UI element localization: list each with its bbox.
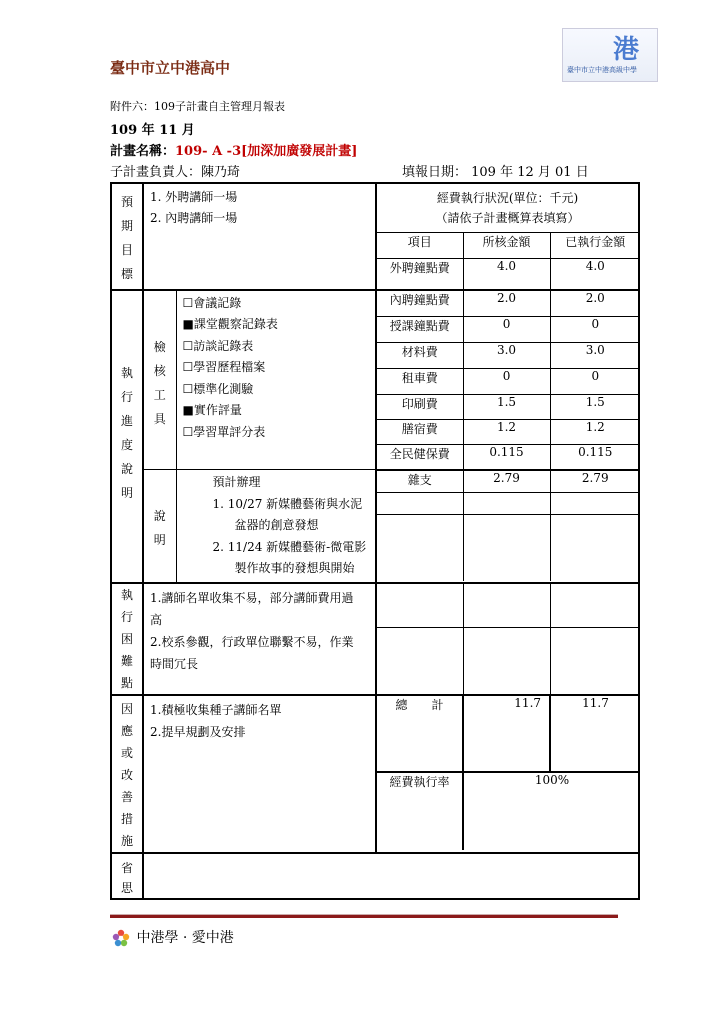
budget-approved: 1.5 [463, 395, 550, 420]
plan-label: 計畫名稱： [110, 144, 176, 159]
footer-slogan: 中港學 · 愛中港 [136, 930, 234, 946]
goal-item: 1. 外聘講師一場 [150, 190, 238, 204]
total-executed: 11.7 [550, 696, 640, 772]
tools-label: 檢 核 工 具 [143, 290, 176, 470]
budget-approved: 1.2 [463, 420, 550, 445]
measure-item: 2.提早規劃及安排 [150, 724, 246, 739]
desc-item: 1. 10/27 新媒體藝術與水泥 [212, 496, 363, 511]
budget-executed: 0 [550, 369, 640, 395]
budget-executed: 0.115 [550, 445, 640, 469]
goals-label: 預 期 目 標 [111, 183, 143, 290]
budget-item: 租車費 [377, 369, 463, 395]
budget-total-table [377, 696, 640, 850]
difficulty-item: 2.校系參觀，行政單位聯繫不易，作業時間冗長 [150, 634, 354, 671]
budget-executed: 4.0 [550, 259, 640, 289]
total-label: 總 計 [377, 696, 463, 772]
report-year-month: 109 年 11 月 [110, 123, 195, 138]
budget-item: 材料費 [377, 343, 463, 369]
budget-executed: 0 [550, 317, 640, 343]
budget-approved: 4.0 [463, 259, 550, 289]
tool-item: ☐訪談記錄表 [182, 338, 254, 353]
budget-item: 外聘鐘點費 [377, 259, 463, 289]
budget-item: 膳宿費 [377, 420, 463, 445]
budget-executed: 3.0 [550, 343, 640, 369]
tools-list [176, 290, 376, 470]
col-header-executed: 已執行金額 [550, 233, 640, 259]
logo-mark-icon: 港 [613, 35, 640, 65]
difficulties-label: 執 行 困 難 點 [111, 583, 143, 695]
budget-blank-table [377, 584, 640, 694]
budget-approved: 0.115 [463, 445, 550, 469]
budget-head-table [377, 232, 640, 289]
rate-value: 100% [463, 772, 640, 850]
budget-executed: 1.2 [550, 420, 640, 445]
plan-name: 109- A -3[加深加廣發展計畫] [175, 144, 358, 159]
logo-text: 臺中市立中港高級中學 [567, 66, 637, 74]
budget-approved: 0 [463, 369, 550, 395]
budget-approved: 2.79 [463, 471, 550, 493]
col-header-approved: 所核金額 [463, 233, 550, 259]
budget-approved: 2.0 [463, 291, 550, 317]
col-header-item: 項目 [377, 233, 463, 259]
plan-name-line [110, 140, 357, 159]
tool-item: ■實作評量 [182, 403, 242, 418]
progress-label: 執 行 進 度 說 明 [111, 290, 143, 583]
footer-divider [110, 914, 618, 918]
difficulty-item: 1.講師名單收集不易，部分講師費用過高 [150, 590, 354, 627]
budget-rows-table [377, 291, 640, 469]
budget-item: 內聘鐘點費 [377, 291, 463, 317]
measures-list [143, 695, 376, 853]
measures-label: 因 應 或 改 善 措 施 [111, 695, 143, 853]
tool-item: ☐標準化測驗 [182, 381, 254, 396]
budget-executed: 2.79 [550, 471, 640, 493]
attachment-title: 附件六：109子計畫自主管理月報表 [110, 100, 285, 113]
report-table [110, 182, 640, 900]
footer [110, 927, 234, 949]
desc-item: 2. 11/24 新媒體藝術-微電影 [212, 539, 367, 554]
tool-item: ☐學習歷程檔案 [182, 360, 266, 375]
desc-content [176, 470, 376, 583]
total-approved: 11.7 [463, 696, 550, 772]
reflection-content [143, 853, 639, 899]
goals-list [143, 183, 376, 290]
school-logo [562, 28, 658, 82]
desc-item-cont: 盆器的創意發想 [234, 518, 319, 532]
goal-item: 2. 內聘講師一場 [150, 211, 238, 225]
tool-item: ☐會議記錄 [182, 295, 242, 310]
budget-approved: 3.0 [463, 343, 550, 369]
budget-subtitle: （請依子計畫概算表填寫） [435, 211, 580, 225]
rate-label: 經費執行率 [377, 772, 463, 850]
reflection-label: 省 思 [111, 853, 143, 899]
budget-executed: 1.5 [550, 395, 640, 420]
desc-label: 說 明 [143, 470, 176, 583]
school-name: 臺中市立中港高中 [110, 59, 231, 77]
budget-approved: 0 [463, 317, 550, 343]
budget-item: 印刷費 [377, 395, 463, 420]
budget-executed: 2.0 [550, 291, 640, 317]
budget-title: 經費執行狀況(單位：千元) [436, 191, 579, 205]
measure-item: 1.積極收集種子講師名單 [150, 702, 282, 717]
desc-title: 預計辦理 [212, 475, 261, 489]
budget-item: 授課鐘點費 [377, 317, 463, 343]
desc-item-cont: 製作故事的發想與開始 [234, 561, 355, 575]
difficulties-list [143, 583, 376, 695]
budget-item: 雜支 [377, 471, 463, 493]
fill-date: 填報日期： 109 年 12 月 01 日 [402, 165, 589, 180]
tool-item: ■課堂觀察記錄表 [182, 317, 278, 332]
responsible-person: 子計畫負責人：陳乃琦 [110, 165, 241, 180]
tool-item: ☐學習單評分表 [182, 425, 266, 440]
budget-item: 全民健保費 [377, 445, 463, 469]
budget-misc-table [377, 471, 640, 581]
flower-logo-icon [110, 927, 132, 949]
